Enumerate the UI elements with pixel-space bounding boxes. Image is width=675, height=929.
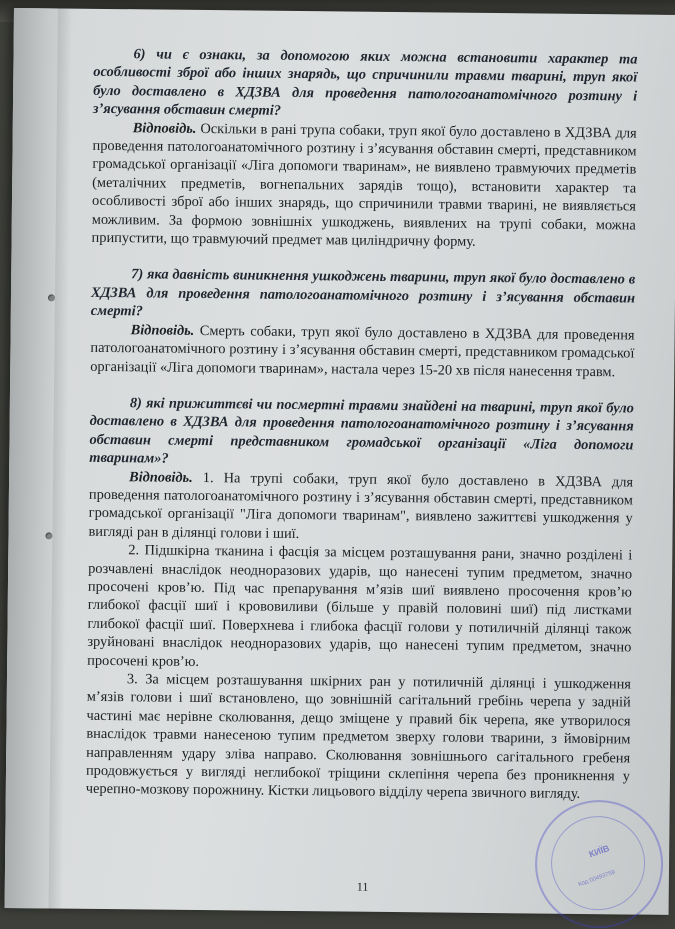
paragraph-text: 1. На трупі собаки, труп якої було доставлено в ХДЗВА для проведення патологоанатомічного розтину і з’ясування обставин смерті, представником громадської організації "Ліга допомоги тваринам", виявлено зажиттєві ушкодження у вигляді ран в ділянці голови і шиї. [88, 469, 634, 542]
question-paragraph [89, 394, 634, 473]
page-number: 11 [356, 879, 369, 894]
question-paragraph [93, 45, 638, 124]
question-paragraph [91, 265, 636, 326]
paragraph-text: 7) яка давність виникнення ушкоджень тварини, труп якої було доставлено в ХДЗВА для проведення патологоанатомічного розтину і з’ясування обставин смерті? [90, 266, 636, 320]
answer-paragraph [88, 467, 633, 546]
seal-text: КИЇВ [587, 842, 611, 860]
paragraph-text: 2. Підшкірна тканина і фасція за місцем розташування рани, значно розділені і розчавлені внаслідок неодноразових ударів, що нанесені тупим предметом, значно просочені кров’ю. Під час препарування м’язів шиї виявлено просочення кров’ю глибокої фасції шиї і крововиливи (більше у правій половині шиї) під листками глибокої фасції шиї. Поверхнева і глибока фасції голови у потиличній ділянці також зруйновані внаслідок неодноразових ударів, що нанесені тупим предметом, значно просочені кров’ю. [87, 542, 633, 670]
answer-label: Відповідь. [129, 468, 193, 486]
answer-paragraph [87, 541, 632, 676]
document-body [86, 45, 638, 804]
staple-hole [48, 294, 55, 301]
answer-paragraph [91, 118, 636, 253]
document-page [5, 8, 675, 915]
answer-label: Відповідь. [130, 321, 195, 339]
paragraph-text: 3. За місцем розташування шкірних ран у потиличній ділянці і ушкодження м’язів голови і шиї встановлено, що зовнішній сагітальний гребінь черепа у задній частині має нерівне сколювання, дещо зміщене у правий бік черепа, яке утворилося внаслідок травми нанесеною тупим предметом зверху голови тварини, з ймовірним направленням удару зліва направо. Сколювання зовнішнього сагітального гребеня продовжується у вигляді неглибокої тріщини склепіння черепа без проникнення у черепно-мозкову порожнину. Кістки лицьового відділу черепа звичного вигляду. [85, 671, 632, 803]
paragraph-text: 8) які прижиттєві чи посмертні травми знайдені на тварині, труп якої було доставлено в ХДЗВА для проведення патологоанатомічного розтину і з’ясування обставин смерті представником громадської організації «Ліга допомоги тваринам»? [89, 395, 634, 467]
paragraph-text: Оскільки в рані трупа собаки, труп якої було доставлено в ХДЗВА для проведення патологоанатомічного розтину і з’ясування обставин смерті, представником громадської організації «Ліга допомоги тваринам», не виявлено травмуючих предметів (металічних предметів, вогнепальних зарядів тощо), встановити характер та особливості зброї або інших знарядь, що спричинили травми тварині, не виявляється можливим. За формою зовнішніх ушкоджень, виявлених на трупі собаки, можна припустити, що травмуючий предмет мав циліндричну форму. [91, 120, 637, 250]
answer-label: Відповідь. [132, 119, 197, 137]
staple-hole [45, 532, 52, 539]
answer-paragraph [90, 321, 635, 382]
answer-paragraph [86, 670, 631, 805]
seal-stamp [534, 800, 663, 929]
paragraph-text: 6) чи є ознаки, за допомогою яких можна встановити характер та особливості зброї або інших знарядь, що спричинили травми тварині, труп якої було доставлено в ХДЗВА для проведення патологоанатомічного розтину і з’ясування обставин смерті? [92, 46, 638, 120]
seal-code: Код 00493759 [577, 869, 617, 889]
paragraph-text: Смерть собаки, труп якої було доставлено в ХДЗВА для проведення патологоанатомічного розтину і з’ясування обставин смерті, представником громадської організації «Ліга допомоги тваринам», настала через 15-20 хв після нанесення травм. [90, 322, 635, 380]
